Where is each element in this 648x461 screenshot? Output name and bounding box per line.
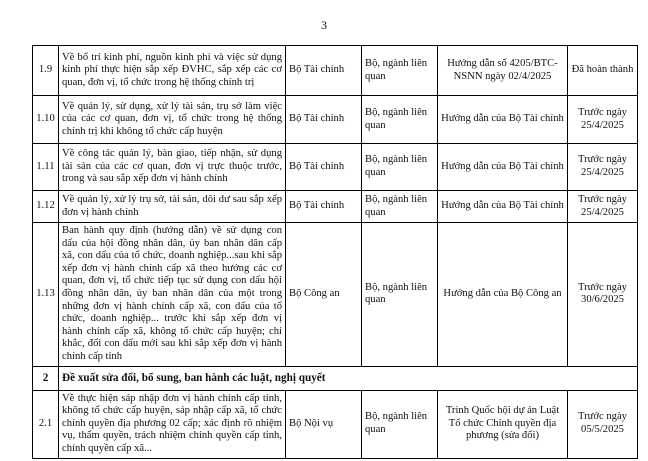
deadline: Trước ngày 25/4/2025 (568, 191, 638, 223)
lead-agency: Bộ Nội vụ (286, 390, 362, 458)
product: Hướng dẫn số 4205/BTC-NSNN ngày 02/4/2025 (438, 46, 568, 96)
row-number: 1.12 (33, 191, 59, 223)
task-table (32, 45, 638, 459)
page-number: 3 (321, 18, 327, 32)
coordinating-agency: Bộ, ngành liên quan (362, 390, 438, 458)
lead-agency: Bộ Tài chính (286, 46, 362, 96)
task-content: Về công tác quản lý, bàn giao, tiếp nhận, sử dụng tài sản của các cơ quan, đơn vị trực thuộc trước, trong và sau sắp xếp đơn vị hành chính (59, 144, 286, 191)
coordinating-agency: Bộ, ngành liên quan (362, 96, 438, 144)
product: Hướng dẫn của Bộ Tài chính (438, 191, 568, 223)
row-number: 1.10 (33, 96, 59, 144)
product: Hướng dẫn của Bộ Công an (438, 223, 568, 367)
section-number: 2 (33, 366, 59, 390)
section-title: Đề xuất sửa đổi, bổ sung, ban hành các luật, nghị quyết (59, 366, 638, 390)
task-content: Ban hành quy định (hướng dẫn) về sử dụng con dấu của hội đồng nhân dân, ủy ban nhân dân cấp xã, con dấu của tổ chức, doanh nghiệp...sau khi sắp xếp đơn vị hành chính cấp xã theo hướng các cơ quan, đơn vị, tổ chức tiếp tục sử dụng con dấu hội đồng nhân dân, ủy ban nhân dân của một trong những đơn vị hành chính cấp xã, con dấu của tổ chức, doanh nghiệp... trước khi sắp xếp đơn vị hành chính cấp xã, không tổ chức cấp huyện; chỉ khắc, đổi con dấu mới sau khi sắp xếp đơn vị hành chính cấp tỉnh (59, 223, 286, 367)
task-content: Về thực hiện sáp nhập đơn vị hành chính cấp tỉnh, không tổ chức cấp huyện, sáp nhập cấp xã, tổ chức chính quyền địa phương 02 cấp; xác định rõ nhiệm vụ, thẩm quyền, trách nhiệm chính quyền cấp tỉnh, chính quyền cấp xã... (59, 390, 286, 458)
table-row (33, 223, 638, 367)
table-row (33, 191, 638, 223)
task-content: Về bố trí kinh phí, nguồn kinh phí và việc sử dụng kinh phí thực hiện sắp xếp ĐVHC, sắp xếp các cơ quan, đơn vị, tổ chức trong hệ thống chính trị (59, 46, 286, 96)
product: Trình Quốc hội dự án Luật Tổ chức Chính quyền địa phương (sửa đổi) (438, 390, 568, 458)
table-row (33, 96, 638, 144)
lead-agency: Bộ Tài chính (286, 96, 362, 144)
deadline: Trước ngày 30/6/2025 (568, 223, 638, 367)
deadline: Đã hoàn thành (568, 46, 638, 96)
product: Hướng dẫn của Bộ Tài chính (438, 144, 568, 191)
lead-agency: Bộ Tài chính (286, 191, 362, 223)
coordinating-agency: Bộ, ngành liên quan (362, 191, 438, 223)
row-number: 2.1 (33, 390, 59, 458)
lead-agency: Bộ Công an (286, 223, 362, 367)
table-row (33, 144, 638, 191)
row-number: 1.11 (33, 144, 59, 191)
coordinating-agency: Bộ, ngành liên quan (362, 144, 438, 191)
deadline: Trước ngày 25/4/2025 (568, 144, 638, 191)
coordinating-agency: Bộ, ngành liên quan (362, 46, 438, 96)
row-number: 1.9 (33, 46, 59, 96)
task-content: Về quản lý, xử lý trụ sở, tài sản, dôi dư sau sắp xếp đơn vị hành chính (59, 191, 286, 223)
deadline: Trước ngày 05/5/2025 (568, 390, 638, 458)
product: Hướng dẫn của Bộ Tài chính (438, 96, 568, 144)
task-content: Về quản lý, sử dụng, xử lý tài sản, trụ sở làm việc của các cơ quan, đơn vị, tổ chức trong hệ thống chính trị khi không tổ chức cấp huyện (59, 96, 286, 144)
table-row (33, 46, 638, 96)
row-number: 1.13 (33, 223, 59, 367)
table-row (33, 390, 638, 458)
lead-agency: Bộ Tài chính (286, 144, 362, 191)
section-row (33, 366, 638, 390)
deadline: Trước ngày 25/4/2025 (568, 96, 638, 144)
coordinating-agency: Bộ, ngành liên quan (362, 223, 438, 367)
